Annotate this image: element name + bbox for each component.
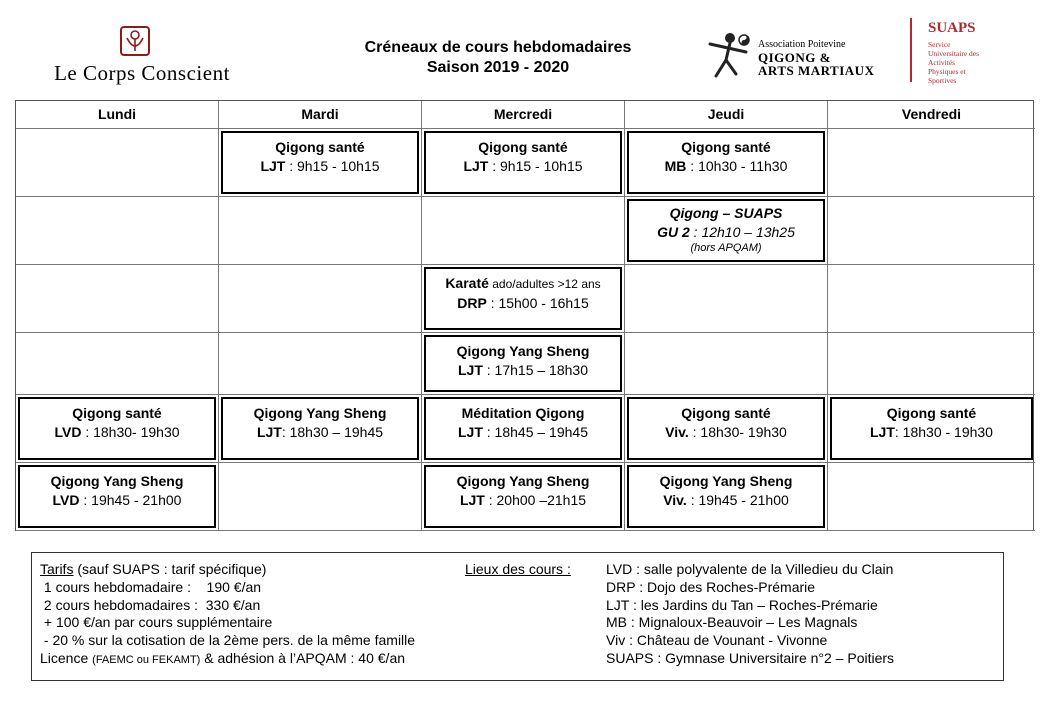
course-block: Qigong Yang Sheng LJT : 20h00 –21h15 <box>424 465 622 528</box>
course-block: Qigong Yang Sheng Viv. : 19h45 - 21h00 <box>627 465 825 528</box>
le-corps-conscient-logo <box>22 24 262 84</box>
tarif-line: + 100 €/an par cours supplémentaire <box>40 614 273 631</box>
tarif-line: - 20 % sur la cotisation de la 2ème pers. de la même famille <box>40 632 416 649</box>
slot <box>828 395 1035 463</box>
suaps-logo <box>910 18 1030 88</box>
licence-line: Licence (FAEMC ou FEKAMT) & adhésion à l’APQAM : 40 €/an <box>40 649 406 666</box>
empty-slot <box>828 333 1035 395</box>
course-block: Méditation Qigong LJT : 18h45 – 19h45 <box>424 397 622 460</box>
lieux-label: Lieux des cours : <box>465 561 571 577</box>
course-block: Qigong Yang Sheng LJT : 17h15 – 18h30 <box>424 335 622 392</box>
empty-slot <box>625 333 828 395</box>
empty-slot <box>422 197 625 265</box>
slot <box>16 395 219 463</box>
martial-artist-icon <box>696 28 756 88</box>
tarifs-label: Tarifs <box>40 561 74 577</box>
tarif-line: 2 cours hebdomadaires : 330 €/an <box>40 596 261 613</box>
page-title <box>318 38 678 78</box>
lieu-item: Viv : Château de Vounant - Vivonne <box>606 632 828 649</box>
title-line-2: Saison 2019 - 2020 <box>426 59 570 76</box>
lieu-item: LVD : salle polyvalente de la Villedieu du Clain <box>606 561 894 577</box>
empty-slot <box>219 197 422 265</box>
slot <box>219 395 422 463</box>
course-block: Qigong santé LJT : 9h15 - 10h15 <box>221 131 419 194</box>
tarif-line: 1 cours hebdomadaire : 190 €/an <box>40 578 262 595</box>
empty-slot <box>16 129 219 197</box>
empty-slot <box>219 265 422 333</box>
day-header-vendredi: Vendredi <box>828 101 1035 129</box>
course-block: Qigong Yang Sheng LVD : 19h45 - 21h00 <box>18 465 216 528</box>
lieu-item: DRP : Dojo des Roches-Prémarie <box>606 578 816 595</box>
course-block: Qigong santé LJT : 9h15 - 10h15 <box>424 131 622 194</box>
slot <box>422 395 625 463</box>
slot <box>422 129 625 197</box>
day-header-mercredi: Mercredi <box>422 101 625 129</box>
course-block: Karaté ado/adultes >12 ans DRP : 15h00 - 16h15 <box>424 267 622 330</box>
slot <box>422 265 625 333</box>
slot <box>625 129 828 197</box>
suaps-divider <box>910 18 912 82</box>
lcc-logo-name: Le Corps Conscient <box>54 61 230 85</box>
course-block: Qigong santé Viv. : 18h30- 19h30 <box>627 397 825 460</box>
empty-slot <box>828 265 1035 333</box>
slot <box>625 395 828 463</box>
slot <box>625 463 828 531</box>
schedule-table <box>15 100 1034 531</box>
empty-slot <box>219 463 422 531</box>
lieu-item: SUAPS : Gymnase Universitaire n°2 – Poitiers <box>606 649 895 666</box>
empty-slot <box>16 333 219 395</box>
suaps-title: SUAPS <box>928 20 976 36</box>
slot <box>625 197 828 265</box>
course-block: Qigong santé MB : 10h30 - 11h30 <box>627 131 825 194</box>
lieu-item: LJT : les Jardins du Tan – Roches-Prémarie <box>606 596 878 613</box>
tarifs-section: Tarifs (sauf SUAPS : tarif spécifique) 1 cours hebdomadaire : 190 €/an 2 cours hebdomadaires : 330 €/an + 100 €/an par cours supplémentaire - 20 % sur la cotisation de la 2ème pers. de la même famille Licence (FAEMC ou FEKAMT) & adhésion à l’APQAM : 40 €/an <box>40 561 415 670</box>
empty-slot <box>16 197 219 265</box>
empty-slot <box>828 129 1035 197</box>
empty-slot <box>828 463 1035 531</box>
lieux-list <box>606 561 894 668</box>
lcc-emblem-icon <box>118 24 152 58</box>
empty-slot <box>828 197 1035 265</box>
slot <box>422 463 625 531</box>
apqam-text: Association Poitevine QIGONG & ARTS MARTIAUX <box>758 39 875 78</box>
suaps-subtitle: Service Universitaire des Activités Physiques et Sportives <box>928 40 980 85</box>
day-header-mardi: Mardi <box>219 101 422 129</box>
course-block: Qigong – SUAPS GU 2 : 12h10 – 13h25 (hors APQAM) <box>627 199 825 262</box>
empty-slot <box>625 265 828 333</box>
course-block: Qigong santé LVD : 18h30- 19h30 <box>18 397 216 460</box>
empty-slot <box>16 265 219 333</box>
title-line-1: Créneaux de cours hebdomadaires <box>364 39 632 56</box>
slot <box>16 463 219 531</box>
course-block: Qigong santé LJT: 18h30 - 19h30 <box>830 397 1033 460</box>
slot <box>422 333 625 395</box>
empty-slot <box>219 333 422 395</box>
apqam-logo <box>696 28 906 88</box>
course-block: Qigong Yang Sheng LJT: 18h30 – 19h45 <box>221 397 419 460</box>
info-box <box>31 552 1004 681</box>
day-header-lundi: Lundi <box>16 101 219 129</box>
lieu-item: MB : Mignaloux-Beauvoir – Les Magnals <box>606 614 858 631</box>
slot <box>219 129 422 197</box>
day-header-jeudi: Jeudi <box>625 101 828 129</box>
